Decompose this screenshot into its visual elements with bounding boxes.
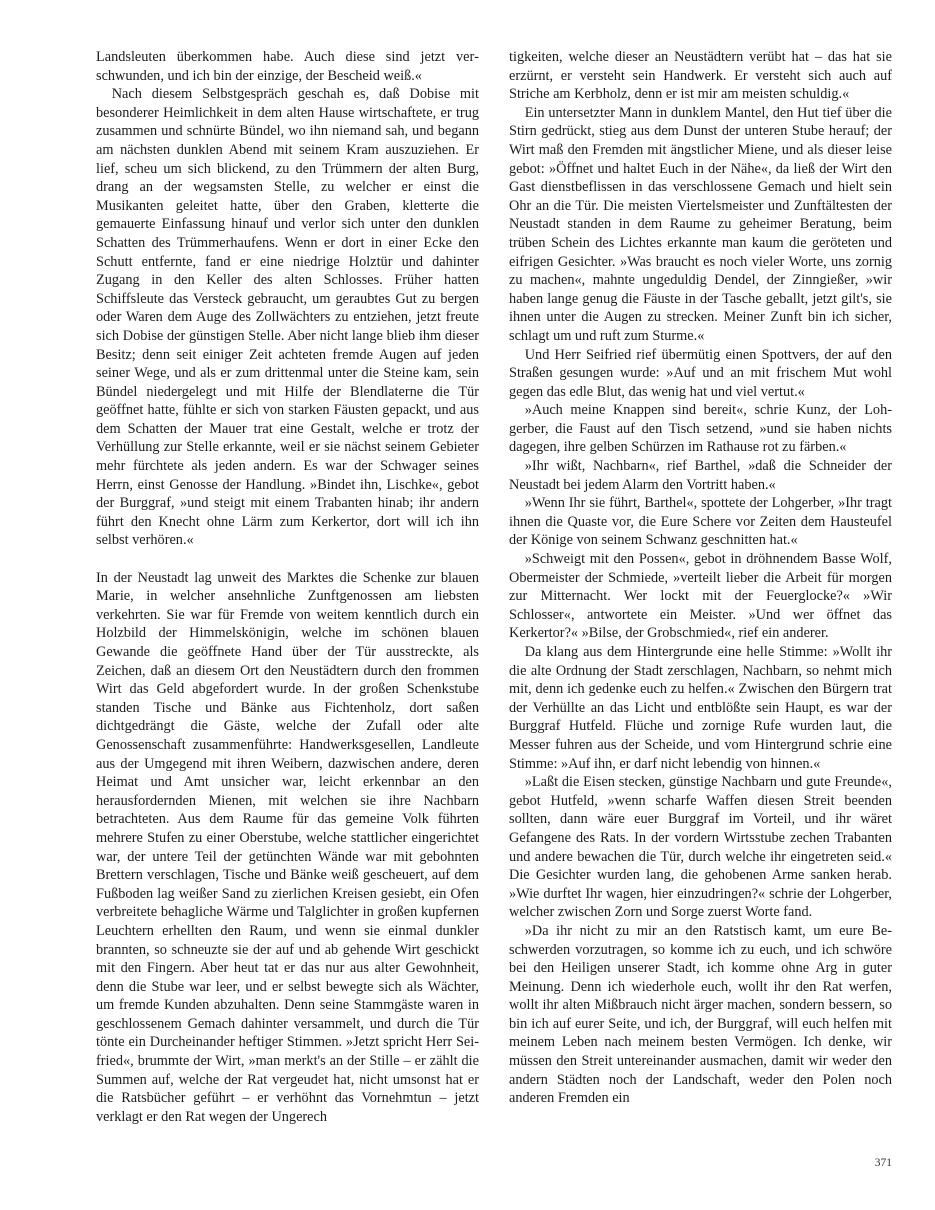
paragraph: tigkeiten, welche dieser an Neustädtern verübt hat – das hat sie erzürnt, er versteht sein Handwerk. Er versteht sich auch auf Striche am Kerbholz, denn er ist mir am meisten schuldig.«: [509, 49, 892, 103]
paragraph: Da klang aus dem Hintergrunde eine helle Stimme: »Wollt ihr die alte Ordnung der Stadt zerschlagen, Nachbarn, so nehmt mich mit, denn ich gedenke euch zu helfen.« Zwischen den Bürgern trat der Verhüllte an das Licht und entblößte sein Haupt, es war der Burggraf Hutfeld. Flüche und zornige Rufe wurden laut, die Messer fuhren aus der Scheide, und vom Hintergrund schrie eine Stimme: »Auf ihn, er darf nicht lebendig von hinnen.«: [509, 644, 892, 772]
paragraph: »Schweigt mit den Possen«, gebot in dröhnendem Basse Wolf, Obermeister der Schmiede, »verteilt lieber die Arbeit für morgen zur Mitternacht. Wer lockt mit der Feuerglocke?« »Wir Schlosser«, antwortete ein Meister. »Und wer öffnet das Kerkertor?« »Bilse, der Grobschmied«, rief ein anderer.: [509, 551, 892, 642]
right-column: [509, 48, 892, 1108]
paragraph: »Wenn Ihr sie führt, Barthel«, spottete der Lohgerber, »Ihr tragt ihnen die Quaste vor, die Eure Schere vor Zeiten dem Hausteufel der Könige von seinem Schwanz geschnitten hat.«: [509, 495, 892, 549]
paragraph: Landsleuten überkommen habe. Auch diese sind jetzt verschwunden, und ich bin der einzige, der Bescheid weiß.«: [96, 49, 479, 84]
paragraph: Nach diesem Selbstgespräch geschah es, daß Dobise mit besonderer Heimlichkeit in dem alten Hause wirtschaftete, er trug zusammen und schnürte Bündel, wo ihn niemand sah, und begann am nächsten dunklen Abend mit seinem Kram auszuziehen. Er lief, scheu um sich blickend, zu den Trümmern der alten Burg, drang an der wegsamsten Stelle, zu welcher er einst die Musikanten geleitet hatte, über den Graben, kletterte die gemauerte Einfassung hinauf und verlor sich unter den dunklen Schatten des Trümmerhaufens. Wenn er dort in einer Ecke den Schutt entfernte, fand er eine niedrige Holztür und dahinter Zugang in den Keller des alten Schlosses. Früher hatten Schiffsleute das Versteck gebraucht, um geraubtes Gut zu bergen oder Waren dem Auge des Zollwächters zu entziehen, jetzt freute sich Dobise der günstigen Stelle. Aber nicht lange blieb ihm dieser Besitz; denn seit einiger Zeit achteten fremde Augen auf jeden seiner Wege, und als er zum drittenmal unter die Steine kam, sein Bündel niedergelegt und mit Hilfe der Blendlaterne die Tür geöffnet hatte, fühlte er sich von starken Fäusten gepackt, und aus dem Schatten der Mauer trat eine Gestalt, welche er trotz der Verhüllung zur Stelle erkannte, weil er sie nächst seinem Gebieter mehr fürchtete als jeden andern. Es war der Schwager seines Herrn, einst Genosse der Handlung. »Bindet ihn, Lischke«, gebot der Burggraf, »und steigt mit einem Trabanten hinab; ihr andern führt den Knecht ohne Lärm zum Kerkertor, dort will ich ihn selbst verhören.«: [96, 86, 479, 549]
paragraph: »Da ihr nicht zu mir an den Ratstisch kamt, um eure Beschwerden vorzutragen, so komme ich zu euch, und ich schwöre bei den Heiligen unserer Stadt, ich komme ohne Arg in guter Meinung. Denn ich wiederhole euch, wollt ihr den Rat werfen, wollt ihr alten Mißbrauch nicht ärger machen, sondern bessern, so bin ich auf eurer Seite, und ich, der Burggraf, will euch helfen mit meinem Leben nach meinem besten Vermögen. Ich denke, wir müssen den Streit untereinander ausmachen, damit wir weder den andern Städten noch der Landschaft, weder den Polen noch anderen Fremden ein: [509, 922, 892, 1107]
page-number: 371: [874, 1157, 892, 1169]
left-column: [96, 48, 479, 1126]
book-page: [96, 48, 892, 1178]
paragraph: Ein untersetzter Mann in dunklem Mantel, den Hut tief über die Stirn gedrückt, stieg aus dem Dunst der unteren Stube herauf; der Wirt maß den Fremden mit ängstlicher Miene, und als dieser leise gebot: »Öffnet und haltet Euch in der Nähe«, da ließ der Wirt den Gast dienstbeflissen in das verschlossene Gemach und hielt sein Ohr an die Tür. Die meisten Viertelsmeister und Zunftältesten der Neustadt standen in dem Raume zu geheimer Beratung, beim trüben Schein des Lichtes erkannte man kaum die geröteten und eifrigen Gesichter. »Was braucht es noch vieler Worte, uns zornig zu machen«, mahnte ungeduldig Dendel, der Zinngießer, »wir haben lange genug die Fäuste in der Tasche geballt, jetzt gilt's, sie ihnen unter die Augen zu strecken. Meiner Zunft bin ich sicher, schlagt um und ruft zum Sturme.«: [509, 104, 892, 344]
paragraph: »Ihr wißt, Nachbarn«, rief Barthel, »daß die Schneider der Neustadt bei jedem Alarm den Vortritt haben.«: [509, 458, 892, 493]
paragraph: »Auch meine Knappen sind bereit«, schrie Kunz, der Lohgerber, die Faust auf den Tisch setzend, »und sie haben nichts dagegen, ihre gelben Schürzen im Rathause rot zu färben.«: [509, 402, 892, 456]
paragraph: »Laßt die Eisen stecken, günstige Nachbarn und gute Freunde«, gebot Hutfeld, »wenn scharfe Waffen diesen Streit beenden sollten, dann wäre euer Burggraf im Vorteil, und ihr wäret Gefangene des Rats. In der vordern Wirtsstube zechen Trabanten und andere bewachen die Tür, durch welche ihr eingetreten seid.« Die Gesichter wurden lang, die gehobenen Arme sanken herab. »Wie durftet Ihr wagen, hier einzudringen?« schrie der Lohgerber, welcher zwischen Zorn und Sorge zuerst Worte fand.: [509, 774, 892, 921]
paragraph: In der Neustadt lag unweit des Marktes die Schenke zur blauen Marie, in welcher ansehnliche Zunftgenossen am liebsten verkehrten. Sie war für Fremde von weitem kenntlich durch ein Holzbild der Himmelskönigin, welche im schönen blauen Gewande die geöffnete Hand über der Tür ausstreckte, als Zeichen, daß an diesem Ort den Neustädtern durch den frommen Wirt das Geld abgefordert wurde. In der großen Schenkstube standen Tische und Bänke aus Fichtenholz, dort saßen dichtgedrängt die Gäste, welche der Zufall oder alte Genossenschaft zusammenführte: Handwerksgesellen, Landleute aus der Umgegend mit ihren Weibern, dazwischen andere, deren Heimat und Amt unsicher war, leicht erkennbar an den herausfordernden Mienen, mit welchen sie ihre Nachbarn betrachteten. Aus dem Raume für das gemeine Volk führten mehrere Stufen zu einer Oberstube, welche stattlicher eingerichtet war, der untere Teil der getünchten Wände war mit gebohnten Brettern verschlagen, Tische und Bänke weiß gescheuert, auf dem Fußboden lag weißer Sand zu zierlichen Kreisen gesiebt, ein Ofen verbreitete behagliche Wärme und Talglichter in großen kupfernen Leuchtern erhellten den Raum, und wenn sie einmal dunkler brannten, so schneuzte sie der auf und ab gehende Wirt geschickt mit den Fingern. Aber heut tat er das nur aus alter Gewohnheit, denn die Stube war leer, und er selbst bewegte sich als Wächter, um fremde Kunden abzuhalten. Denn seine Stammgäste waren in geschlossenem Gemach dahinter versammelt, und durch die Tür tönte ein Durcheinander heftiger Stimmen. »Jetzt spricht Herr Seifried«, brummte der Wirt, »man merkt's an der Stille – er zählt die Summen auf, welche der Rat vergeudet hat, nicht umsonst hat er die Ratsbücher geführt – er verhöhnt das Vornehmtun – jetzt verklagt er den Rat wegen der Ungerech: [96, 569, 479, 1125]
paragraph: Und Herr Seifried rief übermütig einen Spottvers, der auf den Straßen gesungen wurde: »Auf und an mit frischem Mut wohl gegen das edle Blut, das wenig hat und viel vertut.«: [509, 346, 892, 400]
